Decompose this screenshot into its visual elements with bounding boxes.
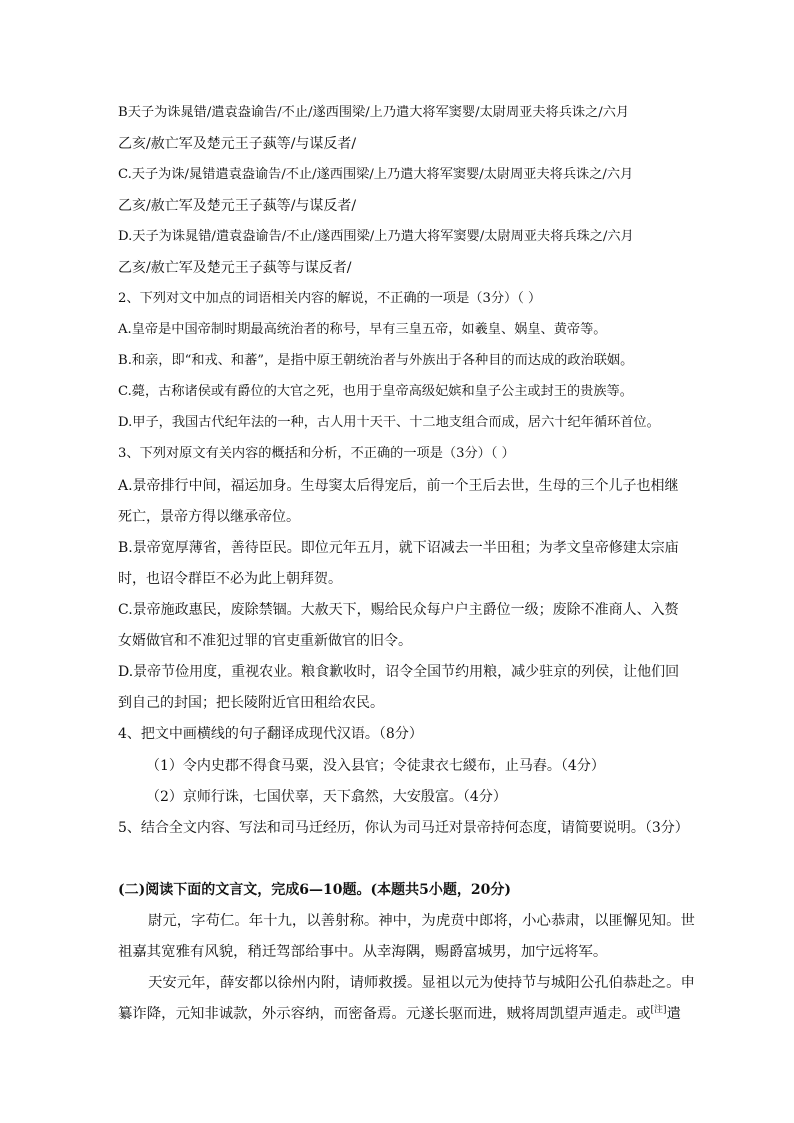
question-3: 3、下列对原文有关内容的概括和分析，不正确的一项是（3分）（ ） <box>118 446 515 461</box>
footnote-marker: [注] <box>650 1005 667 1016</box>
question-4-item-2: （2）京师行诛，七国伏辜，天下翕然，大安殷富。（4分） <box>146 789 507 805</box>
question-3-option-c-line-2: 女婿做官和不准犯过罪的官吏重新做官的旧令。 <box>118 633 412 649</box>
question-2: 2、下列对文中加点的词语相关内容的解说，不正确的一项是（3分）（ ） <box>118 291 542 306</box>
option-b-line-1: B天子为诛晁错/遣袁盎谕告/不止/遂西围梁/上乃遣大将军窦婴/太尉周亚夫将兵诛之/六月 <box>118 105 630 120</box>
question-4-item-1: （1）令内史郡不得食马粟，没入县官；令徒隶衣七緵布，止马舂。（4分） <box>146 758 605 774</box>
question-3-option-b-line-2: 时，也诏令群臣不必为此上朝拜贺。 <box>118 571 342 587</box>
question-2-option-b: B.和亲，即“和戎、和蕃”，是指中原王朝统治者与外族出于各种目的而达成的政治联姻。 <box>118 353 634 368</box>
passage-paragraph-2-line-2 <box>118 1004 681 1024</box>
option-d-line-1: D.天子为诛晁错/遣袁盎谕告/不止/遂西围梁/上乃遣大将军窦婴/太尉周亚夫将兵珠之/六月 <box>118 229 634 244</box>
question-3-option-c-line-1: C.景帝施政惠民，废除禁锢。大赦天下，赐给民众每户户主爵位一级；废除不准商人、入赘 <box>118 602 679 618</box>
passage-paragraph-1-line-2: 祖嘉其宽雅有风貌，稍迁驾部给事中。从幸海隅，赐爵富城男，加宁远将军。 <box>118 944 608 960</box>
section-2-heading: (二)阅读下面的文言文，完成6—10题。(本题共5小题，20分) <box>118 882 511 898</box>
passage-paragraph-1-line-1: 尉元，字苟仁。年十九，以善射称。神中，为虎贲中郎将，小心恭肃，以匪懈见知。世 <box>148 913 695 929</box>
question-2-option-c: C.薨，古称诸侯或有爵位的大官之死，也用于皇帝高级妃嫔和皇子公主或封王的贵族等。 <box>118 384 633 399</box>
option-c-line-2: 乙亥/赦亡军及楚元王子蓺等/与谋反者/ <box>118 198 357 214</box>
question-3-option-a-line-1: A.景帝排行中间，福运加身。生母窦太后得宠后，前一个王后去世，生母的三个儿子也相继 <box>118 478 679 494</box>
option-c-line-1: C.天子为诛/晁错遣袁盎谕告/不止/遂西围梁/上乃遣大将军窦婴/太尉周亚夫将兵诛之/六月 <box>118 167 634 182</box>
question-3-option-d-line-1: D.景帝节俭用度，重视农业。粮食歉收时，诏令全国节约用粮，减少驻京的列侯，让他们回 <box>118 664 680 680</box>
option-b-line-2: 乙亥/赦亡军及楚元王子蓺等/与谋反者/ <box>118 136 357 152</box>
passage-paragraph-2-line-1: 天安元年，薛安都以徐州内附，请师救援。显祖以元为使持节与城阳公孔伯恭赴之。申 <box>148 975 695 991</box>
passage-text: 纂诈降，元知非诚款，外示容纳，而密备焉。元遂长驱而进，贼将周凯望声遁走。或 <box>118 1006 651 1022</box>
option-d-line-2: 乙亥/赦亡军及楚元王子蓺等与谋反者/ <box>118 260 352 276</box>
question-3-option-b-line-1: B.景帝宽厚薄省，善待臣民。即位元年五月，就下诏减去一半田租；为孝文皇帝修建太宗庙 <box>118 540 679 556</box>
question-4: 4、把文中画横线的句子翻译成现代汉语。（8分） <box>118 726 423 742</box>
question-2-option-d: D.甲子，我国古代纪年法的一种，古人用十天干、十二地支组合而成，居六十纪年循环首位。 <box>118 415 660 430</box>
question-3-option-d-line-2: 到自己的封国；把长陵附近官田租给农民。 <box>118 695 384 711</box>
passage-text-tail: 遣 <box>666 1006 681 1022</box>
question-3-option-a-line-2: 死亡，景帝方得以继承帝位。 <box>118 509 300 525</box>
question-5: 5、结合全文内容、写法和司马迁经历，你认为司马迁对景帝持何态度，请简要说明。（3分） <box>118 820 689 836</box>
question-2-option-a: A.皇帝是中国帝制时期最高统治者的称号，早有三皇五帝，如羲皇、娲皇、黄帝等。 <box>118 322 607 337</box>
